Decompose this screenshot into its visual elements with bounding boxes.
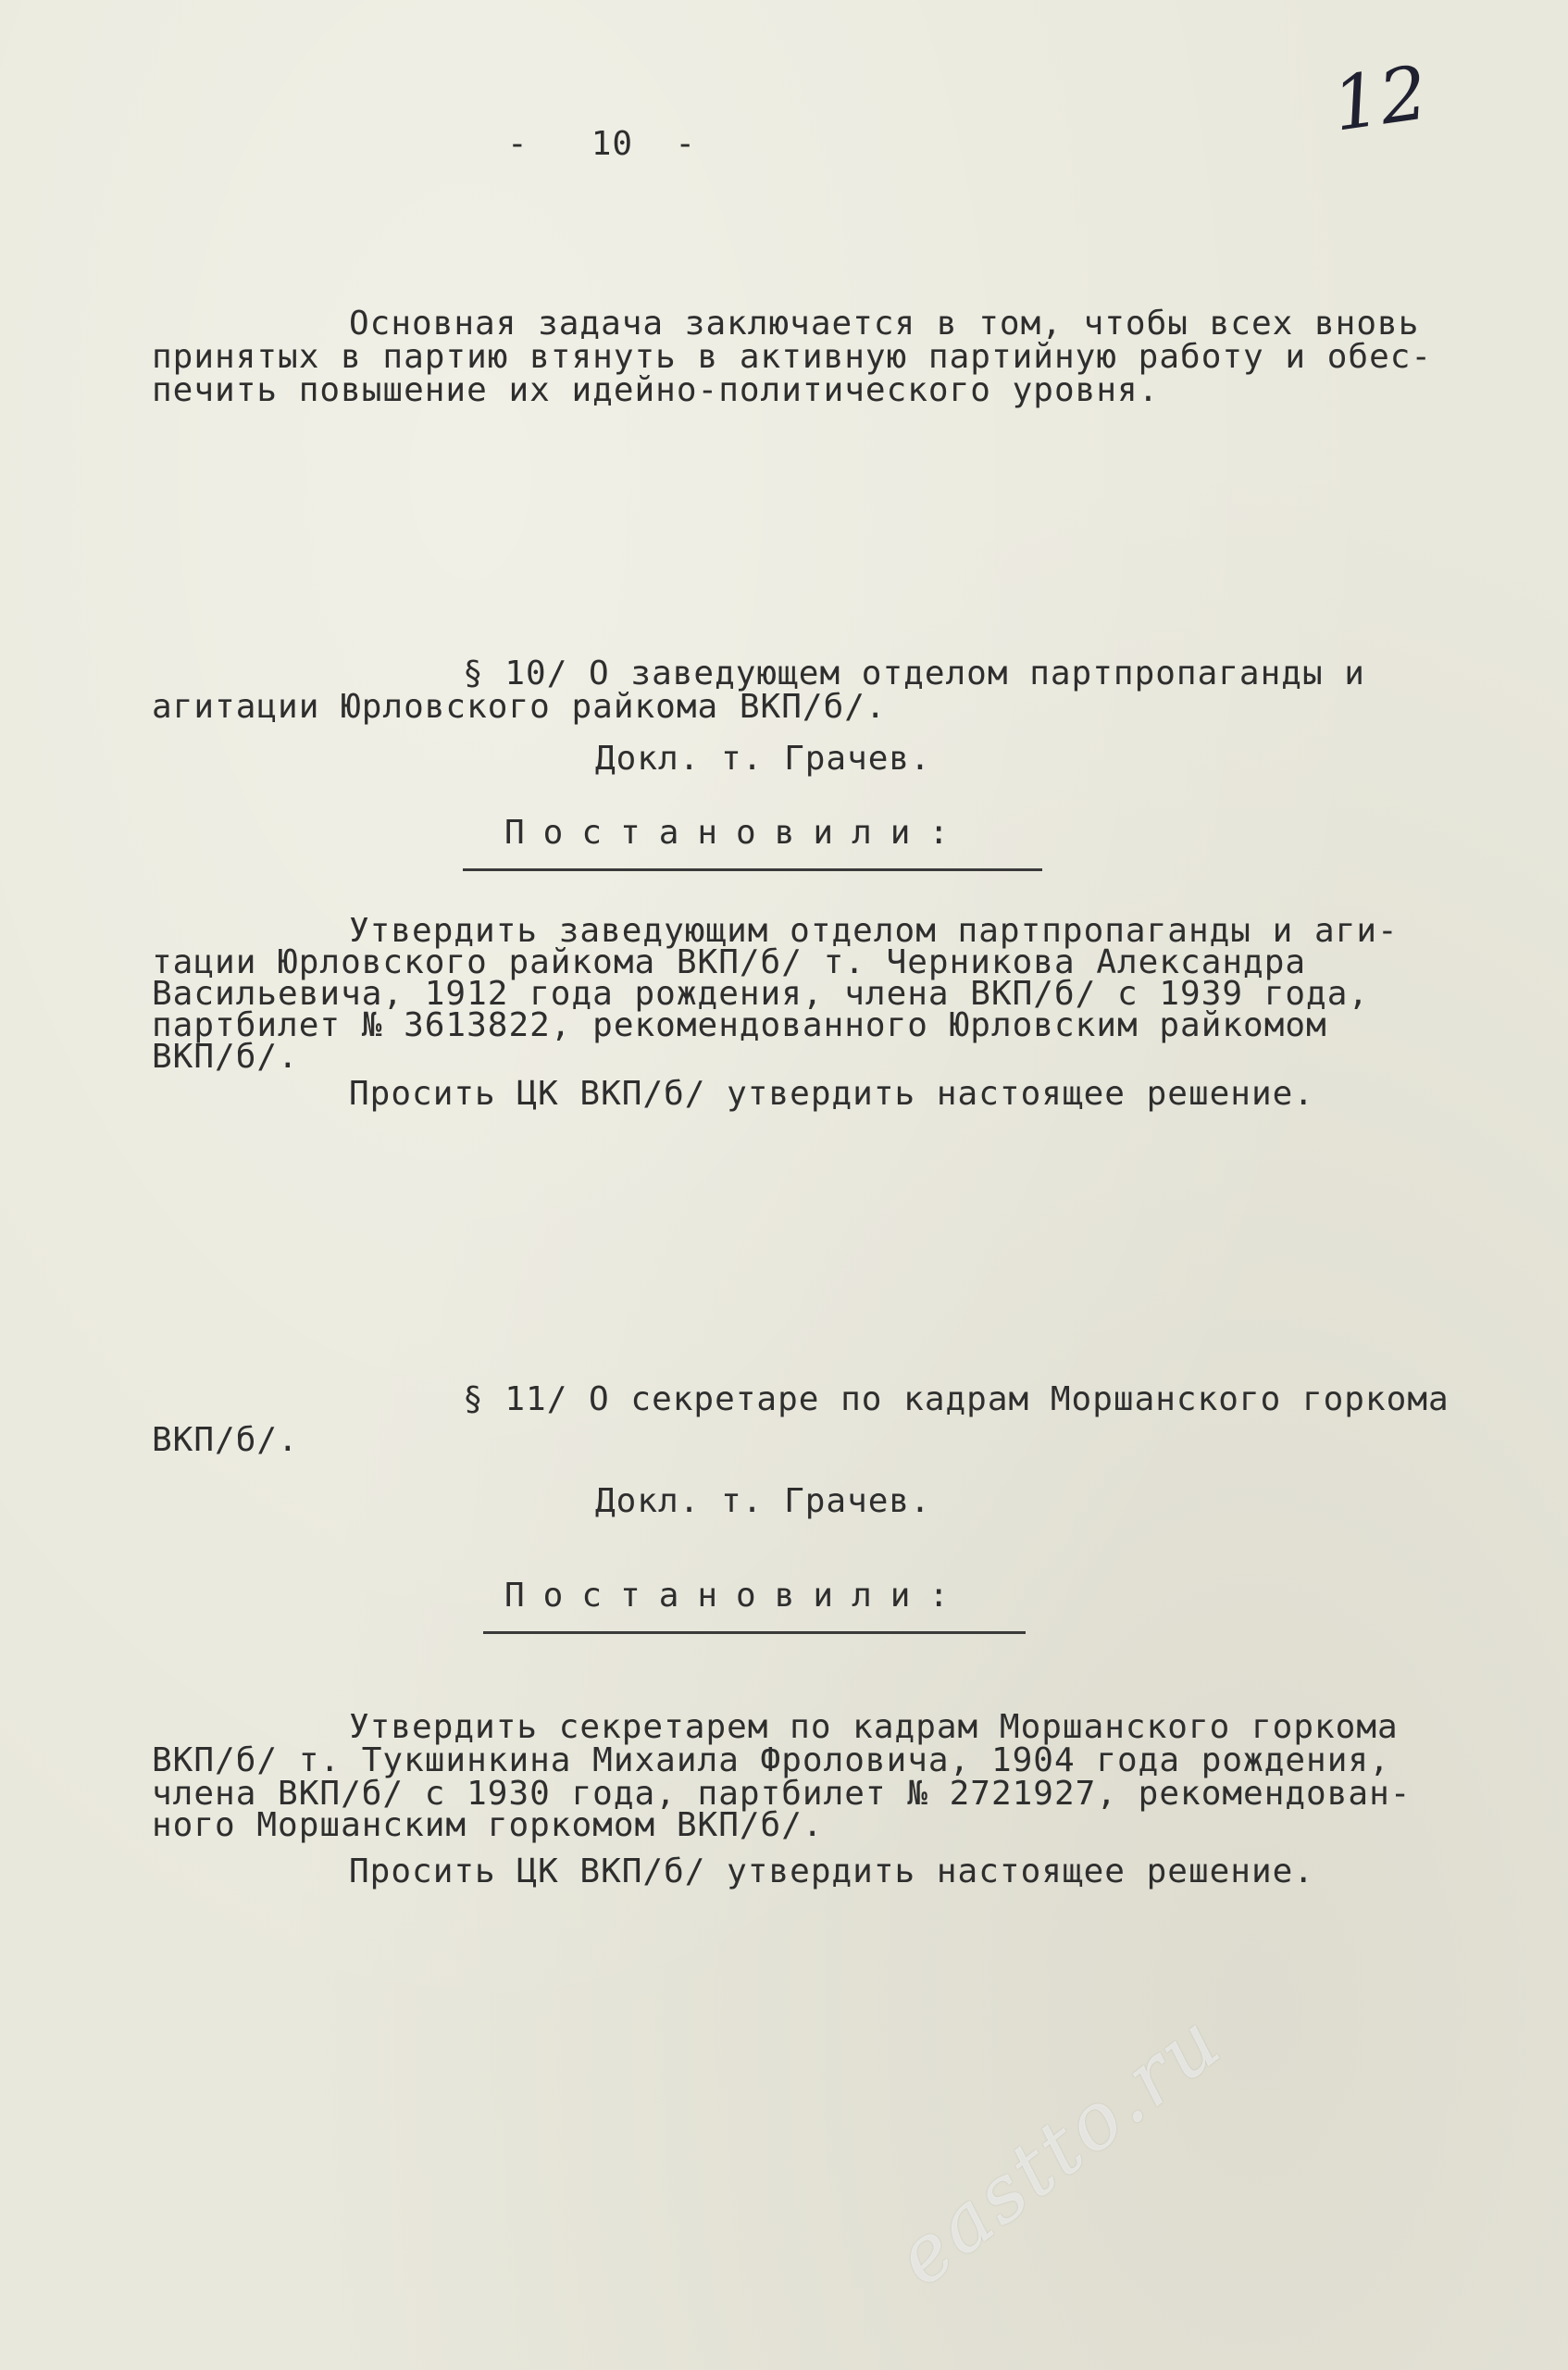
- intro-line-2: принятых в партию втянуть в активную партийную работу и обес-: [152, 338, 1433, 376]
- section-11-heading: § 11/ О секретаре по кадрам Моршанского горкома: [463, 1380, 1450, 1418]
- folio-number: 12: [1327, 49, 1433, 148]
- section-11-underline: [483, 1631, 1026, 1634]
- watermark: eastto.ru: [878, 1994, 1239, 2303]
- section-10-request: Просить ЦК ВКП/б/ утвердить настоящее решение.: [349, 1075, 1314, 1113]
- section-11-text-line-1: Утвердить секретарем по кадрам Моршанского горкома: [349, 1708, 1399, 1746]
- section-11-heading-cont: ВКП/б/.: [152, 1421, 299, 1459]
- section-11-text-line-3: члена ВКП/б/ с 1930 года, партбилет № 2721927, рекомендован-: [152, 1775, 1412, 1813]
- section-10-text-line-4: партбилет № 3613822, рекомендованного Юрловским райкомом: [152, 1006, 1327, 1044]
- section-10-text-line-3: Васильевича, 1912 года рождения, члена ВКП/б/ с 1939 года,: [152, 975, 1370, 1013]
- section-11-resolved-label: Постановили:: [504, 1577, 968, 1615]
- section-10-heading-cont: агитации Юрловского райкома ВКП/б/.: [152, 688, 887, 726]
- section-10-text-line-1: Утвердить заведующим отделом партпропаганды и аги-: [349, 912, 1399, 950]
- section-11-text-line-4: ного Моршанским горкомом ВКП/б/.: [152, 1806, 824, 1844]
- section-10-text-line-2: тации Юрловского райкома ВКП/б/ т. Черникова Александра: [152, 943, 1307, 981]
- section-10-resolved-label: Постановили:: [504, 814, 968, 852]
- section-11-reporter: Докл. т. Грачев.: [595, 1482, 931, 1520]
- section-10-reporter: Докл. т. Грачев.: [595, 740, 931, 778]
- section-11-request: Просить ЦК ВКП/б/ утвердить настоящее решение.: [349, 1852, 1314, 1890]
- intro-line-1: Основная задача заключается в том, чтобы всех вновь: [349, 305, 1420, 343]
- section-10-underline: [463, 868, 1042, 871]
- section-11-text-line-2: ВКП/б/ т. Тукшинкина Михаила Фроловича, 1904 года рождения,: [152, 1741, 1390, 1779]
- intro-line-3: печить повышение их идейно-политического уровня.: [152, 371, 1160, 409]
- section-10-heading: § 10/ О заведующем отделом партпропаганды и: [463, 655, 1365, 692]
- page-number: - 10 -: [507, 125, 697, 163]
- section-10-text-line-5: ВКП/б/.: [152, 1038, 299, 1076]
